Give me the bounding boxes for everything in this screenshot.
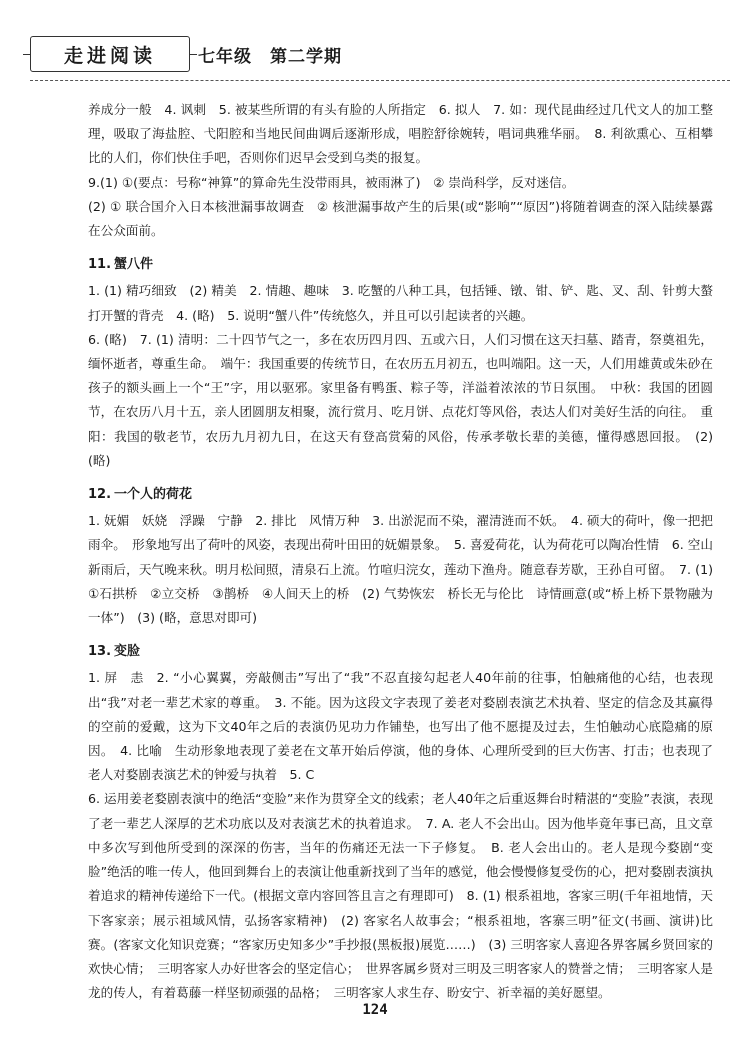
section-heading: 蟹八件 [114,257,154,273]
section-number: 11. [88,257,112,273]
answer-paragraph: 6. (略) 7. (1) 清明：二十四节气之一，多在农历四月四、五或六日，人们习惯在这天扫墓、踏青，祭奠祖先，缅怀逝者，尊重生命。 端午：我国重要的传统节日，在农历五月初五，也叫端阳。这一天，人们用雄黄或朱砂在孩子的额头画上一个“王”字，用以驱邪。家里备有鸭蛋、粽子等，洋溢着浓浓的节日氛围。 中秋：我国的团圆节，在农历八月十五，亲人团圆朋友相聚，流行赏月、吃月饼、点花灯等风俗，表达人们对美好生活的向往。 重阳：我国的敬老节，农历九月初九日，在这天有登高赏菊的风俗，传承孝敬长辈的美德，懂得感恩回报。 (2) (略) [88,331,713,468]
section-title [88,640,713,664]
page-number: 124 [362,1002,388,1018]
series-title: 走进阅读 [63,44,156,67]
section-number: 12. [88,487,112,503]
answer-content [88,98,726,1005]
page-header [30,36,730,76]
header-divider [30,80,730,82]
grade-label: 七年级 第二学期 [198,47,342,67]
section-title [88,253,713,277]
answer-paragraph: 9.(1) ①(要点：号称“神算”的算命先生没带雨具，被雨淋了) ② 崇尚科学，反对迷信。 [88,174,575,190]
answer-paragraph: 1. (1) 精巧细致 (2) 精美 2. 情趣、趣味 3. 吃蟹的八种工具，包括锤、镦、钳、铲、匙、叉、刮、针剪大螯 打开蟹的背壳 4. (略) 5. 说明“蟹八件”传统悠久，并且可以引起读者的兴趣。 [88,283,726,323]
section-title [88,483,713,507]
answer-paragraph: 6. 运用姜老婺剧表演中的绝活“变脸”来作为贯穿全文的线索；老人40年之后重返舞台时精湛的“变脸”表演，表现了老一辈艺人深厚的艺术功底以及对表演艺术的执着追求。 7. A. 老人不会出山。因为他毕竟年事已高，且文章中多次写到他所受到的深深的伤害，当年的伤痛还无法一下子修复。 B. 老人会出山的。老人是现今婺剧“变脸”绝活的唯一传人，他回到舞台上的表演让他重新找到了当年的感觉，他会慢慢修复受伤的心，把对婺剧表演执着追求的精神传递给下一代。(根据文章内容回答且言之有理即可) 8. (1) 根系祖地，客家三明(千年祖地情，天下客家亲；展示祖域风情，弘扬客家精神) (2) 客家名人故事会；“根系祖地，客寨三明”征文(书画、演讲)比赛。(客家文化知识竞赛；“客家历史知多少”手抄报(黑板报)展览……) (3) 三明客家人喜迎各界客属乡贤回家的欢快心情； 三明客家人办好世客会的坚定信心； 世界客属乡贤对三明及三明客家人的赞誉之情； 三明客家人是龙的传人，有着葛藤一样坚韧顽强的品格； 三明客家人求生存、盼安宁、祈幸福的美好愿望。 [88,791,713,1001]
answer-paragraph: 1. 屏 恚 2. “小心翼翼，旁敲侧击”写出了“我”不忍直接勾起老人40年前的往事，怕触痛他的心结，也表现出“我”对老一辈艺术家的尊重。 3. 不能。因为这段文字表现了姜老对婺剧表演艺术执着、坚定的信念及其赢得的空前的爱戴，这为下文40年之后的表演仍见功力作铺垫，也写出了他不愿提及过去，生怕触动心底隐痛的原因。 4. 比喻 生动形象地表现了姜老在文革开始后停演，他的身体、心理所受到的巨大伤害、打击；也表现了老人对婺剧表演艺术的钟爱与执着 5. C [88,670,713,783]
answer-paragraph: 1. 妩媚 妖娆 浮躁 宁静 2. 排比 风情万种 3. 出淤泥而不染，濯清涟而不妖。 4. 硕大的荷叶，像一把把雨伞。 形象地写出了荷叶的风姿，表现出荷叶田田的妩媚景象。 5. 喜爱荷花，认为荷花可以陶冶性情 6. 空山新雨后，天气晚来秋。明月松间照，清泉石上流。竹喧归浣女，莲动下渔舟。随意春芳歇，王孙自可留。 7. (1) ①石拱桥 ②立交桥 ③鹊桥 ④人间天上的桥 (2) 气势恢宏 桥长无与伦比 诗情画意(或“桥上桥下景物融为一体”) (3) (略，意思对即可) [88,513,713,626]
section-heading: 一个人的荷花 [114,487,193,503]
answer-paragraph: (2) ① 联合国介入日本核泄漏事故调查 ② 核泄漏事故产生的后果(或“影响”“原因”)将随着调查的深入陆续暴露在公众面前。 [88,198,713,239]
answer-paragraph: 养成分一般 4. 讽刺 5. 被某些所谓的有头有脸的人所指定 6. 拟人 7. 如：现代昆曲经过几代文人的加工整理，吸取了海盐腔、弋阳腔和当地民间曲调后逐渐形成，唱腔舒徐婉转，唱词典雅华丽。 8. 利欲熏心、互相攀比的人们，你们快住手吧，否则你们迟早会受到乌类的报复。 [88,102,713,166]
section-heading: 变脸 [114,644,141,660]
section-number: 13. [88,644,112,660]
series-title-box [30,36,190,72]
